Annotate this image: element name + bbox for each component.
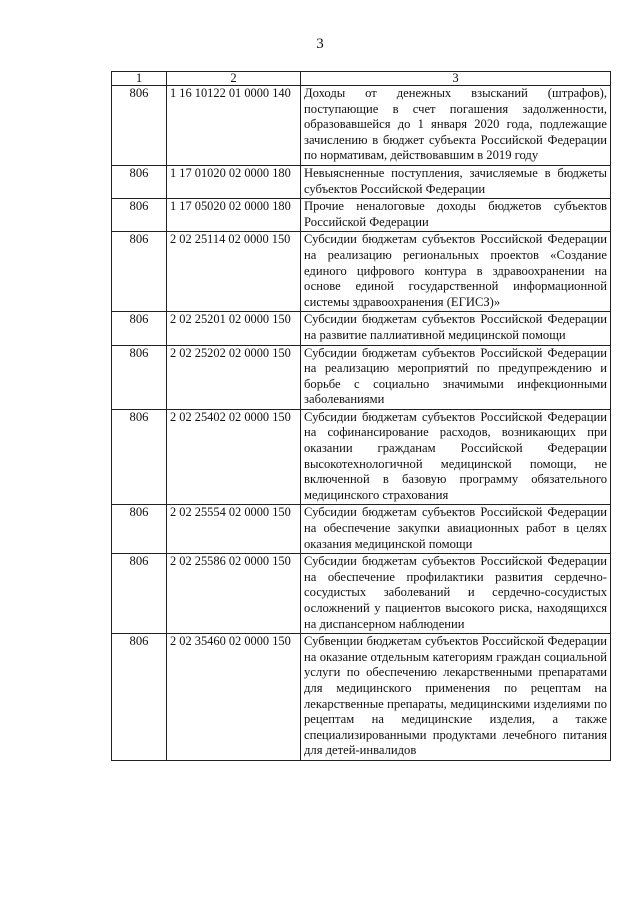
description-cell: Субсидии бюджетам субъектов Российской Федерации на обеспечение профилактики развития сердечно-сосудистых заболеваний и сердечно-сосудистых осложнений у пациентов высокого риска, находящихся на диспансерном наблюдении xyxy=(301,554,611,634)
description-cell: Невыясненные поступления, зачисляемые в бюджеты субъектов Российской Федерации xyxy=(301,165,611,198)
budget-code-cell: 2 02 25201 02 0000 150 xyxy=(167,312,301,345)
column-header-description: 3 xyxy=(301,72,611,86)
budget-code-cell: 2 02 25554 02 0000 150 xyxy=(167,505,301,554)
table-header-row xyxy=(112,72,611,86)
description-cell: Субсидии бюджетам субъектов Российской Федерации на софинансирование расходов, возникающих при оказании гражданам Российской Федерации высокотехнологичной медицинской помощи, не включенной в базовую программу обязательного медицинского страхования xyxy=(301,409,611,505)
table-row xyxy=(112,505,611,554)
description-cell: Субсидии бюджетам субъектов Российской Федерации на обеспечение закупки авиационных работ в целях оказания медицинской помощи xyxy=(301,505,611,554)
admin-code-cell: 806 xyxy=(112,409,167,505)
budget-code-cell: 1 17 05020 02 0000 180 xyxy=(167,199,301,232)
budget-code-cell: 2 02 25586 02 0000 150 xyxy=(167,554,301,634)
description-cell: Субсидии бюджетам субъектов Российской Федерации на реализацию региональных проектов «Создание единого цифрового контура в здравоохранении на основе единой государственной информационной системы здравоохранения (ЕГИСЗ)» xyxy=(301,232,611,312)
admin-code-cell: 806 xyxy=(112,505,167,554)
description-cell: Субсидии бюджетам субъектов Российской Федерации на развитие паллиативной медицинской помощи xyxy=(301,312,611,345)
description-cell: Прочие неналоговые доходы бюджетов субъектов Российской Федерации xyxy=(301,199,611,232)
admin-code-cell: 806 xyxy=(112,232,167,312)
table-row xyxy=(112,199,611,232)
description-cell: Субсидии бюджетам субъектов Российской Федерации на реализацию мероприятий по предупреждению и борьбе с социально значимыми инфекционными заболеваниями xyxy=(301,345,611,409)
description-cell: Доходы от денежных взысканий (штрафов), поступающие в счет погашения задолженности, образовавшейся до 1 января 2020 года, подлежащие зачислению в бюджет субъекта Российской Федерации по нормативам, действовавшим в 2019 году xyxy=(301,86,611,166)
budget-code-cell: 2 02 25202 02 0000 150 xyxy=(167,345,301,409)
budget-code-cell: 1 17 01020 02 0000 180 xyxy=(167,165,301,198)
table-row xyxy=(112,165,611,198)
admin-code-cell: 806 xyxy=(112,86,167,166)
column-header-admin: 1 xyxy=(112,72,167,86)
admin-code-cell: 806 xyxy=(112,165,167,198)
table-row xyxy=(112,86,611,166)
revenue-codes-table xyxy=(111,71,611,761)
budget-code-cell: 2 02 25114 02 0000 150 xyxy=(167,232,301,312)
admin-code-cell: 806 xyxy=(112,199,167,232)
admin-code-cell: 806 xyxy=(112,554,167,634)
table-row xyxy=(112,634,611,761)
page-number: 3 xyxy=(316,36,324,52)
budget-code-cell: 1 16 10122 01 0000 140 xyxy=(167,86,301,166)
table-row xyxy=(112,409,611,505)
admin-code-cell: 806 xyxy=(112,345,167,409)
description-cell: Субвенции бюджетам субъектов Российской Федерации на оказание отдельным категориям граждан социальной услуги по обеспечению лекарственными препаратами для медицинского применения по рецептам на лекарственные препараты, медицинскими изделиями по рецептам на медицинские изделия, а также специализированными продуктами лечебного питания для детей-инвалидов xyxy=(301,634,611,761)
admin-code-cell: 806 xyxy=(112,634,167,761)
table-row xyxy=(112,312,611,345)
budget-code-cell: 2 02 35460 02 0000 150 xyxy=(167,634,301,761)
table-row xyxy=(112,345,611,409)
admin-code-cell: 806 xyxy=(112,312,167,345)
budget-code-cell: 2 02 25402 02 0000 150 xyxy=(167,409,301,505)
table-row xyxy=(112,232,611,312)
column-header-code: 2 xyxy=(167,72,301,86)
table-row xyxy=(112,554,611,634)
